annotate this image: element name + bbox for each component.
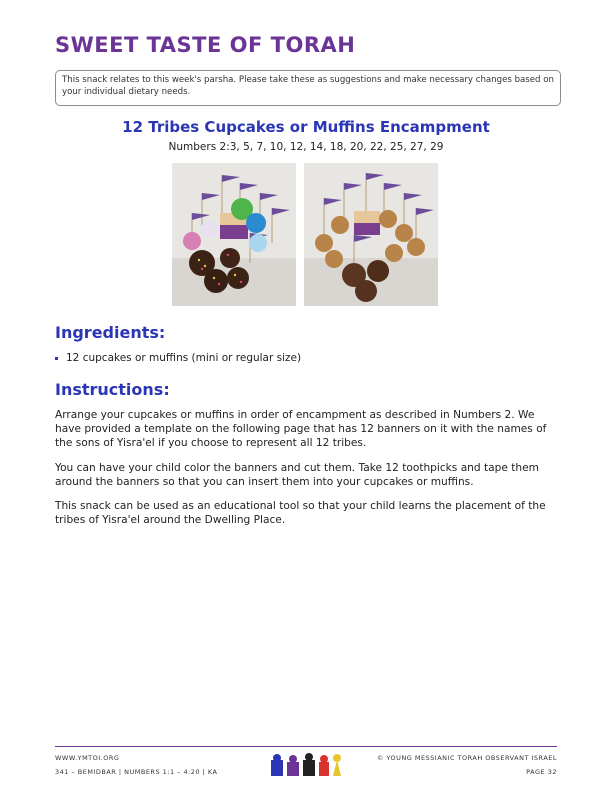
instruction-paragraph: Arrange your cupcakes or muffins in order of encampment as described in Numbers 2. We have provided a template on the following page that has 12 banners on it with the names of the sons of Yisra'el if you choose to represent all 12 tribes. xyxy=(55,409,547,449)
scripture-reference: Numbers 2:3, 5, 7, 10, 12, 14, 18, 20, 22, 25, 27, 29 xyxy=(168,141,444,153)
ymtoi-logo-icon xyxy=(269,752,345,778)
page-title: SWEET TASTE OF TORAH xyxy=(55,33,356,57)
bullet-icon xyxy=(55,357,58,360)
ingredient-item xyxy=(55,352,301,364)
recipe-title: 12 Tribes Cupcakes or Muffins Encampment xyxy=(122,118,490,136)
ingredients-heading: Ingredients: xyxy=(55,323,166,342)
cupcakes-photo xyxy=(172,163,296,306)
footer-divider xyxy=(55,746,557,747)
muffins-photo xyxy=(304,163,438,306)
footer-page-number: PAGE 32 xyxy=(526,768,557,776)
footer-website: WWW.YMTOI.ORG xyxy=(55,754,120,762)
footer-parsha: 341 – BEMIDBAR | NUMBERS 1:1 – 4:20 | KA xyxy=(55,768,218,776)
instruction-paragraph: This snack can be used as an educational tool so that your child learns the placement of the tribes of Yisra'el around the Dwelling Place. xyxy=(55,500,546,526)
footer-copyright: © YOUNG MESSIANIC TORAH OBSERVANT ISRAEL xyxy=(376,754,557,762)
notice-box: This snack relates to this week's parsha. Please take these as suggestions and make necessary changes based on your individual dietary needs. xyxy=(55,70,561,106)
instructions-heading: Instructions: xyxy=(55,380,170,399)
instruction-paragraph: You can have your child color the banners and cut them. Take 12 toothpicks and tape them around the banners so that you can insert them into your cupcakes or muffins. xyxy=(55,462,539,488)
ingredient-text: 12 cupcakes or muffins (mini or regular size) xyxy=(66,352,302,364)
